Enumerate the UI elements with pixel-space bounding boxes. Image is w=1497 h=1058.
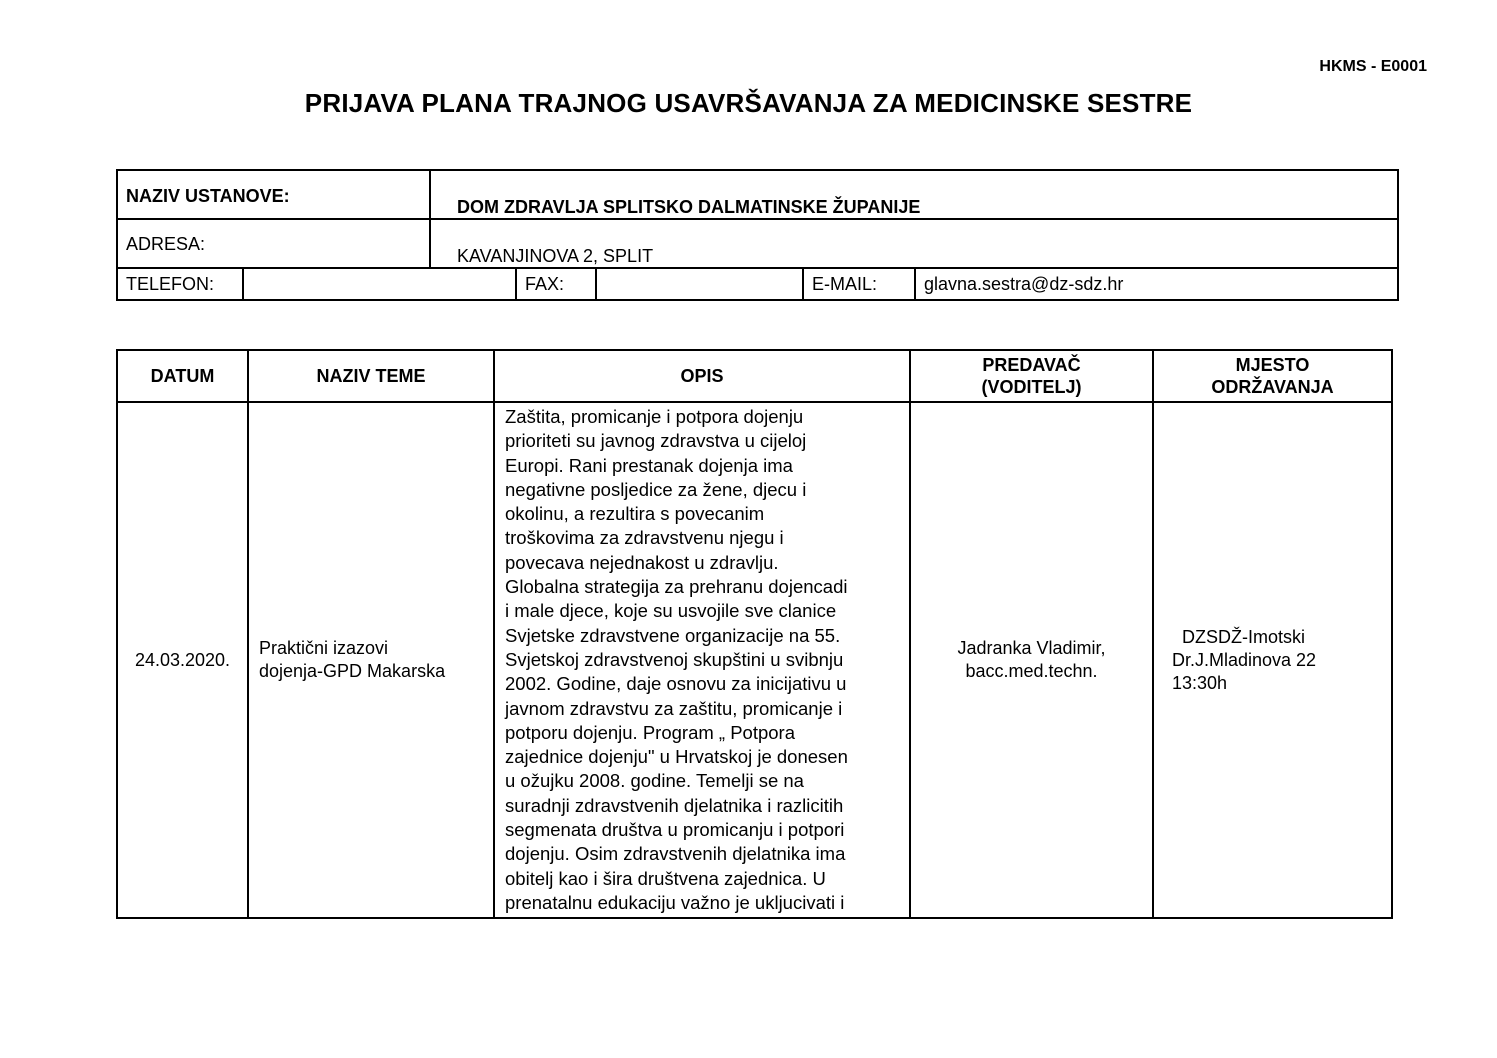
phone-value	[243, 268, 516, 300]
header-naziv-teme: NAZIV TEME	[248, 350, 494, 402]
opis-line: Europi. Rani prestanak dojenja ima	[505, 454, 793, 476]
header-mjesto	[1153, 350, 1392, 402]
opis-line: povecava nejednakost u zdravlju.	[505, 551, 779, 573]
header-predavac	[910, 350, 1153, 402]
opis-line: i male djece, koje su usvojile sve clanice	[505, 600, 837, 622]
opis-line: Globalna strategija za prehranu dojencadi	[505, 576, 848, 598]
opis-line: troškovima za zdravstvenu njegu i	[505, 527, 784, 549]
cell-opis	[494, 402, 910, 918]
document-code: HKMS - E0001	[1319, 58, 1427, 75]
opis-line: potporu dojenju. Program „ Potpora	[505, 721, 796, 743]
opis-line: negativne posljedice za žene, djecu i	[505, 478, 807, 500]
opis-line: zajednice dojenju" u Hrvatskoj je donesen	[505, 746, 848, 768]
opis-line: obitelj kao i šira društvena zajednica. U	[505, 867, 826, 889]
institution-name-label: NAZIV USTANOVE:	[117, 170, 430, 219]
mjesto-line: Dr.J.Mladinova 22	[1172, 649, 1317, 670]
opis-line: Svjetske zdravstvene organizacije na 55.	[505, 624, 841, 646]
opis-line: segmenata društva u promicanju i potpori	[505, 819, 845, 841]
address-value: KAVANJINOVA 2, SPLIT	[430, 219, 1398, 268]
institution-name-value: DOM ZDRAVLJA SPLITSKO DALMATINSKE ŽUPANIJE	[430, 170, 1398, 219]
cell-predavac	[910, 402, 1153, 918]
cell-datum: 24.03.2020.	[117, 402, 248, 918]
opis-line: prioriteti su javnog zdravstva u cijeloj	[505, 430, 807, 452]
opis-line: prenatalnu edukaciju važno je ukljucivati i	[505, 891, 845, 913]
page-title: PRIJAVA PLANA TRAJNOG USAVRŠAVANJA ZA MEDICINSKE SESTRE	[304, 88, 1193, 118]
mjesto-line: 13:30h	[1172, 672, 1228, 693]
fax-label: FAX:	[516, 268, 596, 300]
predavac-line: Jadranka Vladimir,	[957, 638, 1106, 658]
phone-label: TELEFON:	[117, 268, 243, 300]
header-datum: DATUM	[117, 350, 248, 402]
header-mjesto-line: MJESTO	[1235, 355, 1310, 375]
cell-mjesto	[1153, 402, 1392, 918]
tema-line: Praktični izazovi	[259, 638, 389, 658]
fax-value	[596, 268, 803, 300]
predavac-line: bacc.med.techn.	[965, 661, 1098, 681]
header-opis: OPIS	[494, 350, 910, 402]
opis-line: dojenju. Osim zdravstvenih djelatnika ima	[505, 843, 846, 865]
opis-line: Svjetskoj zdravstvenoj skupštini u svibnju	[505, 648, 844, 670]
opis-line: u ožujku 2008. godine. Temelji se na	[505, 770, 804, 792]
opis-line: suradnji zdravstvenih djelatnika i razlicitih	[505, 794, 844, 816]
tema-line: dojenja-GPD Makarska	[259, 661, 446, 681]
table-row	[117, 402, 1392, 918]
header-predavac-line: (VODITELJ)	[981, 377, 1082, 397]
opis-line: 2002. Godine, daje osnovu za inicijativu u	[505, 673, 847, 695]
address-label: ADRESA:	[117, 219, 430, 268]
opis-line: Zaštita, promicanje i potpora dojenju	[505, 406, 804, 427]
header-mjesto-line: ODRŽAVANJA	[1211, 377, 1334, 397]
opis-line: javnom zdravstvu za zaštitu, promicanje i	[505, 697, 843, 719]
opis-line: okolinu, a rezultira s povecanim	[505, 503, 765, 525]
email-value: glavna.sestra@dz-sdz.hr	[915, 268, 1398, 300]
education-plan-table	[116, 349, 1393, 919]
plan-header-row	[117, 350, 1392, 402]
header-predavac-line: PREDAVAČ	[982, 355, 1081, 375]
institution-info-table	[116, 169, 1399, 301]
email-label: E-MAIL:	[803, 268, 915, 300]
mjesto-line: DZSDŽ-Imotski	[1182, 626, 1305, 647]
cell-naziv-teme	[248, 402, 494, 918]
